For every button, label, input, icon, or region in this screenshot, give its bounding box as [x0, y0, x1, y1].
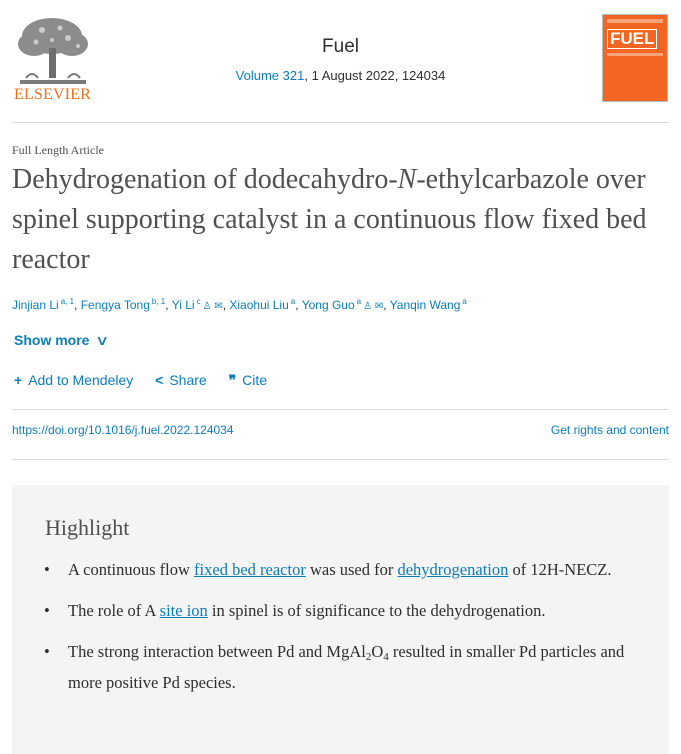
- highlights-list: [40, 557, 640, 711]
- author-name: Yong Guo: [301, 298, 355, 312]
- highlight-text: O: [371, 642, 384, 661]
- highlight-text: of 12H-NECZ.: [508, 560, 612, 579]
- plus-icon: +: [14, 372, 23, 388]
- quote-icon: ❞: [228, 372, 237, 388]
- highlight-text: resulted in smaller Pd particles and more positive Pd species.: [68, 642, 625, 692]
- show-more-button[interactable]: [14, 332, 108, 349]
- author-list: Jinjian Li $^{a, 1}$, Fengya Tong $^{b, 1}$, Yi Li $^c$ ♙ ✉, Xiaohui Liu $^a$, Yong Guo $^a$ ♙ ✉, Yanqin Wang $^a$: [12, 297, 467, 312]
- journal-cover-image[interactable]: [602, 14, 668, 102]
- author-link[interactable]: [12, 298, 74, 312]
- author-name: Fengya Tong: [80, 298, 150, 312]
- cover-title: FUEL: [607, 29, 657, 49]
- author-name: Xiaohui Liu: [229, 298, 289, 312]
- divider: [12, 122, 669, 123]
- divider: [12, 459, 669, 460]
- cite-label: Cite: [242, 372, 268, 388]
- subscript: 4: [383, 651, 389, 663]
- cite-button[interactable]: [229, 372, 267, 389]
- article-title: [12, 160, 672, 280]
- title-text: -ethylcarbazole over spinel supporting catalyst in a continuous flow fixed bed reactor: [12, 164, 647, 275]
- doi-link[interactable]: https://doi.org/10.1016/j.fuel.2022.124034: [12, 423, 234, 437]
- highlight-text: was used for: [305, 560, 398, 579]
- highlight-text: A continuous flow: [68, 560, 195, 579]
- mendeley-label: Add to Mendeley: [28, 372, 134, 388]
- share-label: Share: [169, 372, 207, 388]
- show-more-label: Show more: [14, 332, 90, 348]
- chevron-down-icon: ∨: [95, 332, 110, 348]
- author-link[interactable]: [172, 298, 223, 312]
- subscript: 2: [365, 651, 372, 663]
- list-item: [40, 598, 640, 623]
- add-to-mendeley-button[interactable]: [14, 372, 133, 388]
- list-item: [40, 639, 640, 695]
- rights-link[interactable]: Get rights and content: [550, 423, 669, 437]
- journal-info: [0, 36, 681, 85]
- share-icon: <: [155, 372, 164, 388]
- issue-date: , 1 August 2022, 124034: [304, 68, 446, 83]
- topic-link-fixed-bed-reactor[interactable]: fixed bed reactor: [194, 560, 306, 579]
- publisher-name: ELSEVIER: [14, 86, 92, 103]
- highlight-text: The role of A: [68, 601, 160, 620]
- author-link[interactable]: [302, 298, 384, 312]
- highlight-text: in spinel is of significance to the dehydrogenation.: [207, 601, 546, 620]
- person-mail-icon: ♙ ✉: [202, 301, 223, 312]
- author-affiliation: c: [196, 297, 201, 306]
- cover-decoration: [607, 53, 663, 56]
- author-affiliation: b, 1: [151, 297, 166, 306]
- author-name: Yanqin Wang: [389, 298, 461, 312]
- divider: [12, 409, 669, 410]
- journal-reference: [236, 68, 446, 83]
- author-affiliation: a: [356, 297, 362, 306]
- highlight-text: The strong interaction between Pd and MgAl: [68, 642, 366, 661]
- cover-decoration: [607, 19, 663, 23]
- author-link[interactable]: [390, 298, 467, 312]
- author-link[interactable]: [81, 298, 166, 312]
- author-name: Jinjian Li: [12, 298, 59, 312]
- author-affiliation: a, 1: [60, 297, 75, 306]
- volume-link[interactable]: Volume 321: [235, 68, 305, 83]
- highlights-heading: Highlight: [45, 515, 130, 540]
- list-item: [40, 557, 640, 582]
- journal-title-link[interactable]: Fuel: [322, 36, 359, 57]
- author-name: Yi Li: [171, 298, 195, 312]
- author-affiliation: a: [462, 297, 467, 306]
- topic-link-site-ion[interactable]: site ion: [159, 601, 208, 620]
- topic-link-dehydrogenation[interactable]: dehydrogenation: [397, 560, 509, 579]
- author-link[interactable]: [229, 298, 295, 312]
- title-italic: N: [397, 164, 417, 195]
- highlights-section: [12, 485, 669, 754]
- article-type: Full Length Article: [12, 143, 104, 157]
- author-affiliation: a: [290, 297, 296, 306]
- journal-header: [0, 0, 681, 120]
- share-button[interactable]: [155, 372, 207, 388]
- title-text: Dehydrogenation of dodecahydro-: [12, 164, 398, 195]
- person-mail-icon: ♙ ✉: [363, 301, 384, 312]
- article-actions: [14, 372, 285, 389]
